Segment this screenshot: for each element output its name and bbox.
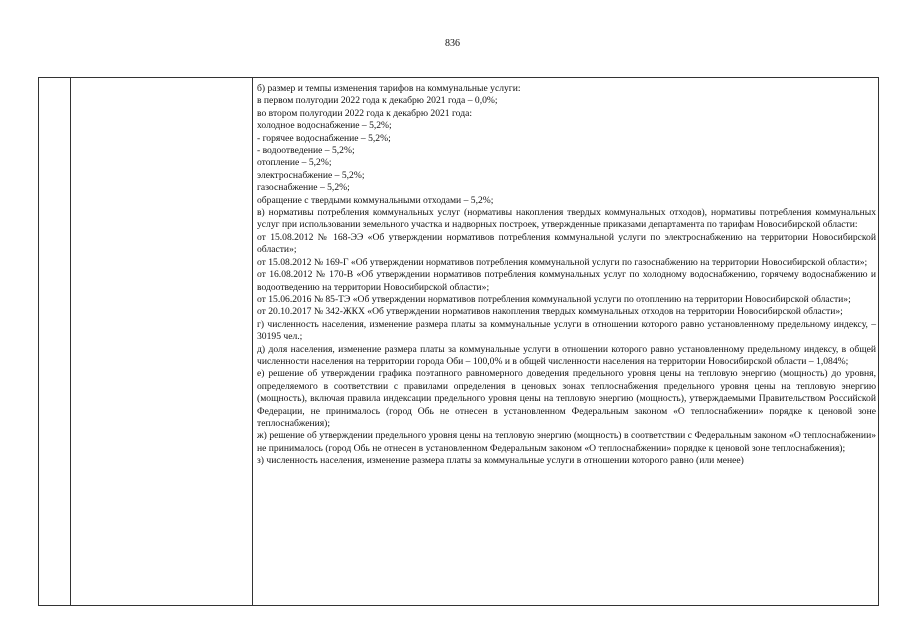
paragraph-v-order-85: от 15.06.2016 № 85-ТЭ «Об утверждении нормативов потребления коммунальной услуги по отоплению на территории Новосибирской области»; (257, 293, 851, 305)
paragraph-b-second-half: во втором полугодии 2022 года к декабрю 2021 года: (257, 107, 473, 119)
paragraph-d-share: д) доля населения, изменение размера платы за коммунальные услуги в отношении которого равно установленному предельному индексу, в общей численности населения на территории города Оби – 100,0% и в общей численности населения на территории Новосибирской области – 1,084%; (257, 343, 876, 367)
paragraph-b-waste: обращение с твердыми коммунальными отходами – 5,2%; (257, 194, 494, 206)
paragraph-z-population: з) численность населения, изменение размера платы за коммунальные услуги в отношении которого равно (или менее) (257, 455, 744, 467)
paragraph-b-heading: б) размер и темпы изменения тарифов на коммунальные услуги: (257, 83, 521, 94)
paragraph-b-gas: газоснабжение – 5,2%; (257, 182, 350, 194)
paragraph-e-decision: е) решение об утверждении графика поэтапного равномерного доведения предельного уровня цены на тепловую энергию (мощность) до уровня, определяемого в соответствии с правилами определения в ценовых зонах теплоснабжения предельного уровня цены на тепловую энергию (мощность), включая правила индексации предельного уровня цены на тепловую энергию (мощность), утверждаемыми Правительством Российской Федерации, не принималось (город Обь не отнесен в установленном Федеральным законом «О теплоснабжении» порядке к ценовой зоне теплоснабжения); (257, 368, 876, 429)
document-table (38, 77, 879, 606)
paragraph-g-population: г) численность населения, изменение размера платы за коммунальные услуги в отношении которого равно установленному предельному индексу, – 30195 чел.; (257, 318, 876, 343)
column-divider-1 (70, 78, 71, 605)
column-divider-2 (252, 78, 253, 605)
paragraph-b-cold-water: холодное водоснабжение – 5,2%; (257, 120, 392, 132)
paragraph-b-electricity: электроснабжение – 5,2%; (257, 169, 365, 181)
table-cell-text (257, 83, 876, 468)
paragraph-v-intro: в) нормативы потребления коммунальных услуг (нормативы накопления твердых коммунальных отходов), нормативы потребления коммунальных услуг при использовании земельного участка и надворных построек, утвержденные приказами департамента по тарифам Новосибирской области: (257, 207, 876, 231)
paragraph-v-order-342: от 20.10.2017 № 342-ЖКХ «Об утверждении нормативов накопления твердых коммунальных отходов на территории Новосибирской области»; (257, 306, 843, 318)
page-number: 836 (445, 38, 460, 49)
paragraph-zh-decision: ж) решение об утверждении предельного уровня цены на тепловую энергию (мощность) в соответствии с Федеральным законом «О теплоснабжении» не принималось (город Обь не отнесен в установленном Федеральным законом «О теплоснабжении» порядке к ценовой зоне теплоснабжения); (257, 430, 876, 454)
paragraph-b-drainage: - водоотведение – 5,2%; (257, 145, 355, 157)
paragraph-b-hot-water: - горячее водоснабжение – 5,2%; (257, 132, 391, 144)
paragraph-v-order-168: от 15.08.2012 № 168-ЭЭ «Об утверждении нормативов потребления коммунальной услуги по электроснабжению на территории Новосибирской области»; (257, 231, 876, 256)
paragraph-b-heating: отопление – 5,2%; (257, 157, 332, 169)
paragraph-v-order-169: от 15.08.2012 № 169-Г «Об утверждении нормативов потребления коммунальной услуги по газоснабжению на территории Новосибирской области»; (257, 256, 868, 268)
paragraph-b-first-half: в первом полугодии 2022 года к декабрю 2021 года – 0,0%; (257, 95, 498, 107)
paragraph-v-order-170: от 16.08.2012 № 170-В «Об утверждении нормативов потребления коммунальных услуг по холодному водоснабжению, горячему водоснабжению и водоотведению на территории Новосибирской области»; (257, 269, 876, 293)
